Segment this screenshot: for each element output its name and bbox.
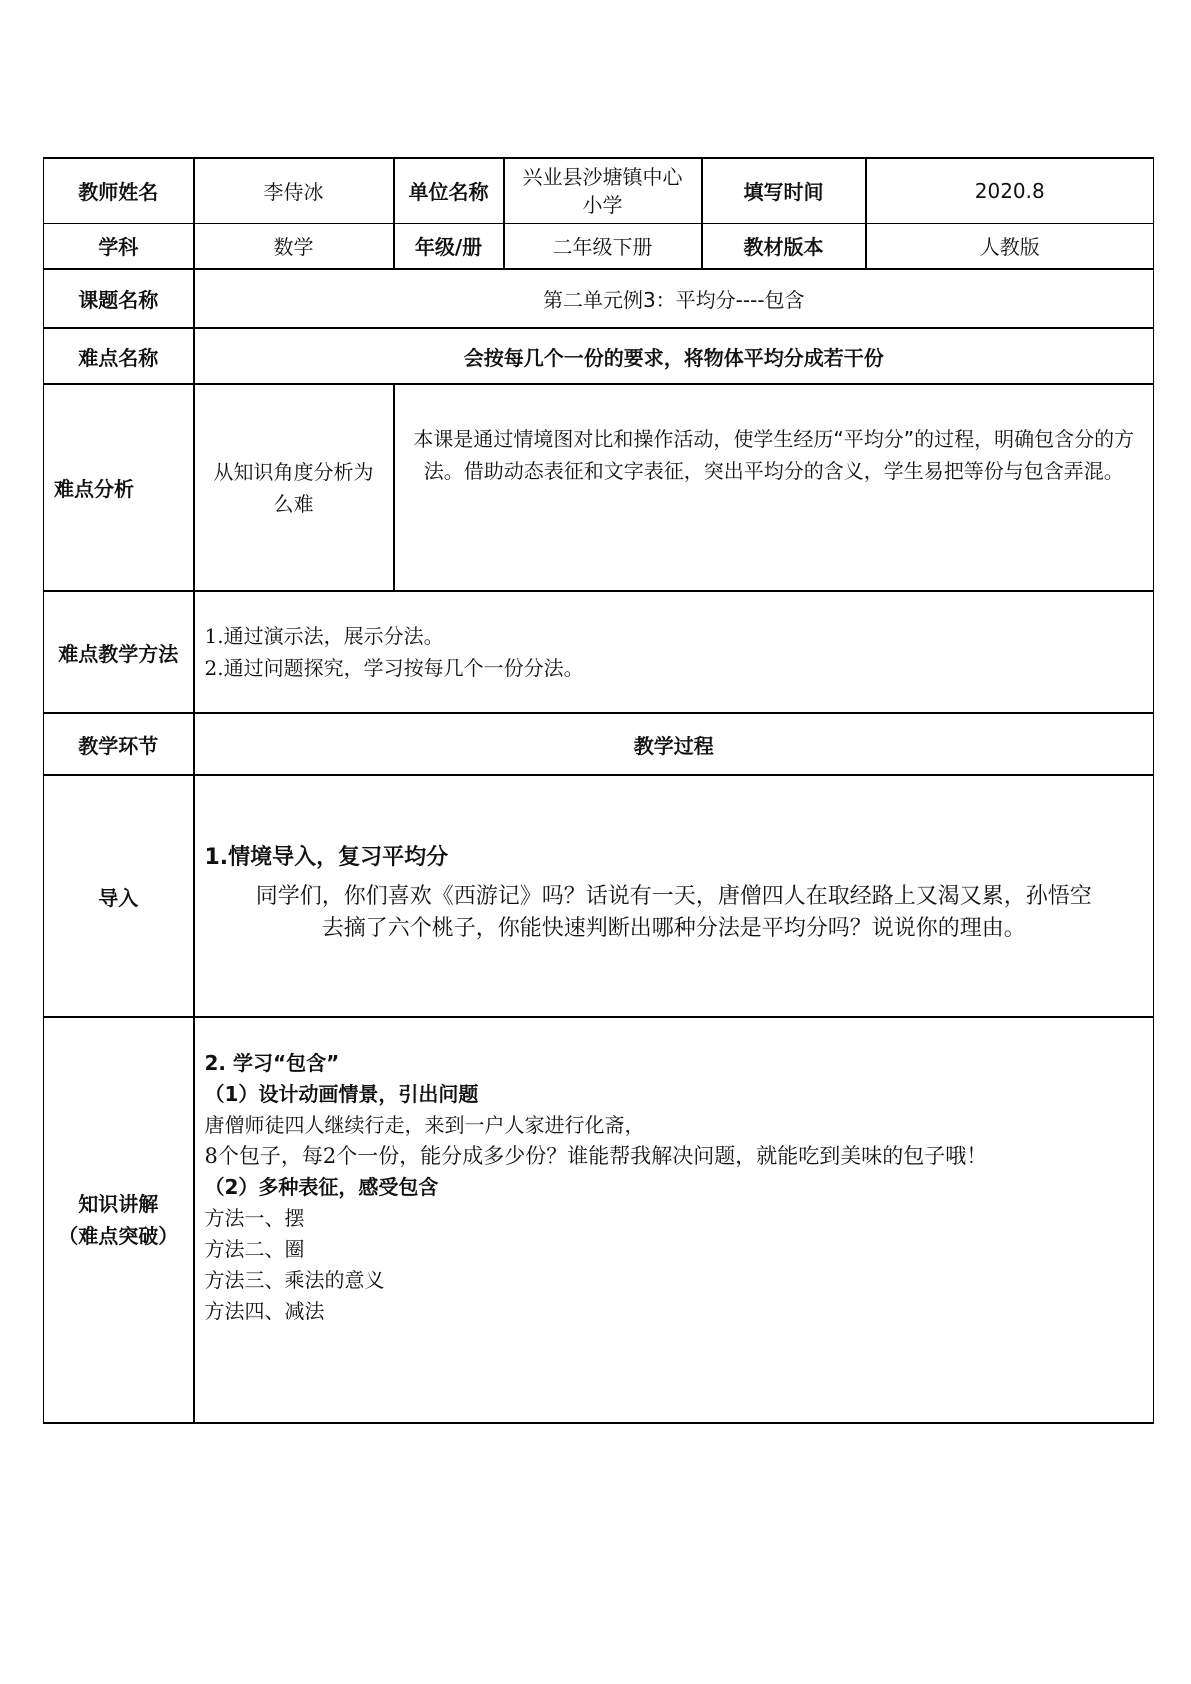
fill-time-value: 2020.8 xyxy=(866,158,1154,223)
knowledge-line-1: 唐僧师徒四人继续行走，来到一户人家进行化斋， xyxy=(204,1113,645,1137)
row-knowledge xyxy=(44,1017,1154,1423)
knowledge-content xyxy=(194,1017,1154,1423)
difficulty-value: 会按每几个一份的要求，将物体平均分成若干份 xyxy=(194,328,1154,384)
intro-body-line-2: 去摘了六个桃子，你能快速判断出哪种分法是平均分吗？说说你的理由。 xyxy=(321,916,1026,941)
method-label: 难点教学方法 xyxy=(44,591,194,713)
analysis-text: 本课是通过情境图对比和操作活动，使学生经历“平均分”的过程，明确包含分的方法。借助动态表征和文字表征，突出平均分的含义，学生易把等份与包含弄混。 xyxy=(394,384,1154,591)
fill-time-label: 填写时间 xyxy=(702,158,866,223)
row-method xyxy=(44,591,1154,713)
teacher-name-value: 李侍冰 xyxy=(194,158,394,223)
edition-value: 人教版 xyxy=(866,223,1154,269)
row-intro xyxy=(44,775,1154,1017)
row-teacher-info xyxy=(44,158,1154,223)
process-stage-label: 教学环节 xyxy=(44,713,194,775)
knowledge-method-4: 方法四、减法 xyxy=(204,1299,325,1323)
method-line-1: 1.通过演示法，展示分法。 xyxy=(204,624,444,648)
teacher-name-label: 教师姓名 xyxy=(44,158,194,223)
lesson-design-table xyxy=(43,157,1154,1424)
method-content xyxy=(194,591,1154,713)
grade-value: 二年级下册 xyxy=(504,223,702,269)
topic-value: 第二单元例3：平均分----包含 xyxy=(194,269,1154,328)
row-analysis xyxy=(44,384,1154,591)
subject-value: 数学 xyxy=(194,223,394,269)
unit-name-label: 单位名称 xyxy=(394,158,504,223)
intro-content xyxy=(194,775,1154,1017)
intro-body-line-1: 同学们，你们喜欢《西游记》吗？话说有一天，唐僧四人在取经路上又渴又累，孙悟空 xyxy=(255,884,1092,909)
knowledge-method-1: 方法一、摆 xyxy=(204,1206,305,1230)
knowledge-label-line-2: （难点突破） xyxy=(58,1224,179,1248)
analysis-angle: 从知识角度分析为么难 xyxy=(194,384,394,591)
knowledge-method-2: 方法二、圈 xyxy=(204,1237,305,1261)
knowledge-line-2: 8个包子，每2个一份，能分成多少份？谁能帮我解决问题，就能吃到美味的包子哦！ xyxy=(204,1144,988,1168)
intro-label: 导入 xyxy=(44,775,194,1017)
analysis-label: 难点分析 xyxy=(44,384,194,591)
knowledge-title: 2. 学习“包含” xyxy=(204,1051,340,1075)
topic-label: 课题名称 xyxy=(44,269,194,328)
method-line-2: 2.通过问题探究，学习按每几个一份分法。 xyxy=(204,656,584,680)
subject-label: 学科 xyxy=(44,223,194,269)
row-difficulty xyxy=(44,328,1154,384)
grade-label: 年级/册 xyxy=(394,223,504,269)
row-subject-info xyxy=(44,223,1154,269)
edition-label: 教材版本 xyxy=(702,223,866,269)
knowledge-label xyxy=(44,1017,194,1423)
knowledge-label-line-1: 知识讲解 xyxy=(78,1192,159,1216)
knowledge-method-3: 方法三、乘法的意义 xyxy=(204,1268,385,1292)
difficulty-label: 难点名称 xyxy=(44,328,194,384)
process-header-value: 教学过程 xyxy=(194,713,1154,775)
intro-body xyxy=(205,881,1144,945)
knowledge-subtitle-2: （2）多种表征，感受包含 xyxy=(204,1175,439,1199)
knowledge-subtitle-1: （1）设计动画情景，引出问题 xyxy=(204,1082,479,1106)
intro-title: 1.情境导入，复习平均分 xyxy=(204,845,449,870)
row-topic xyxy=(44,269,1154,328)
row-process-header xyxy=(44,713,1154,775)
unit-name-value: 兴业县沙塘镇中心小学 xyxy=(504,158,702,223)
